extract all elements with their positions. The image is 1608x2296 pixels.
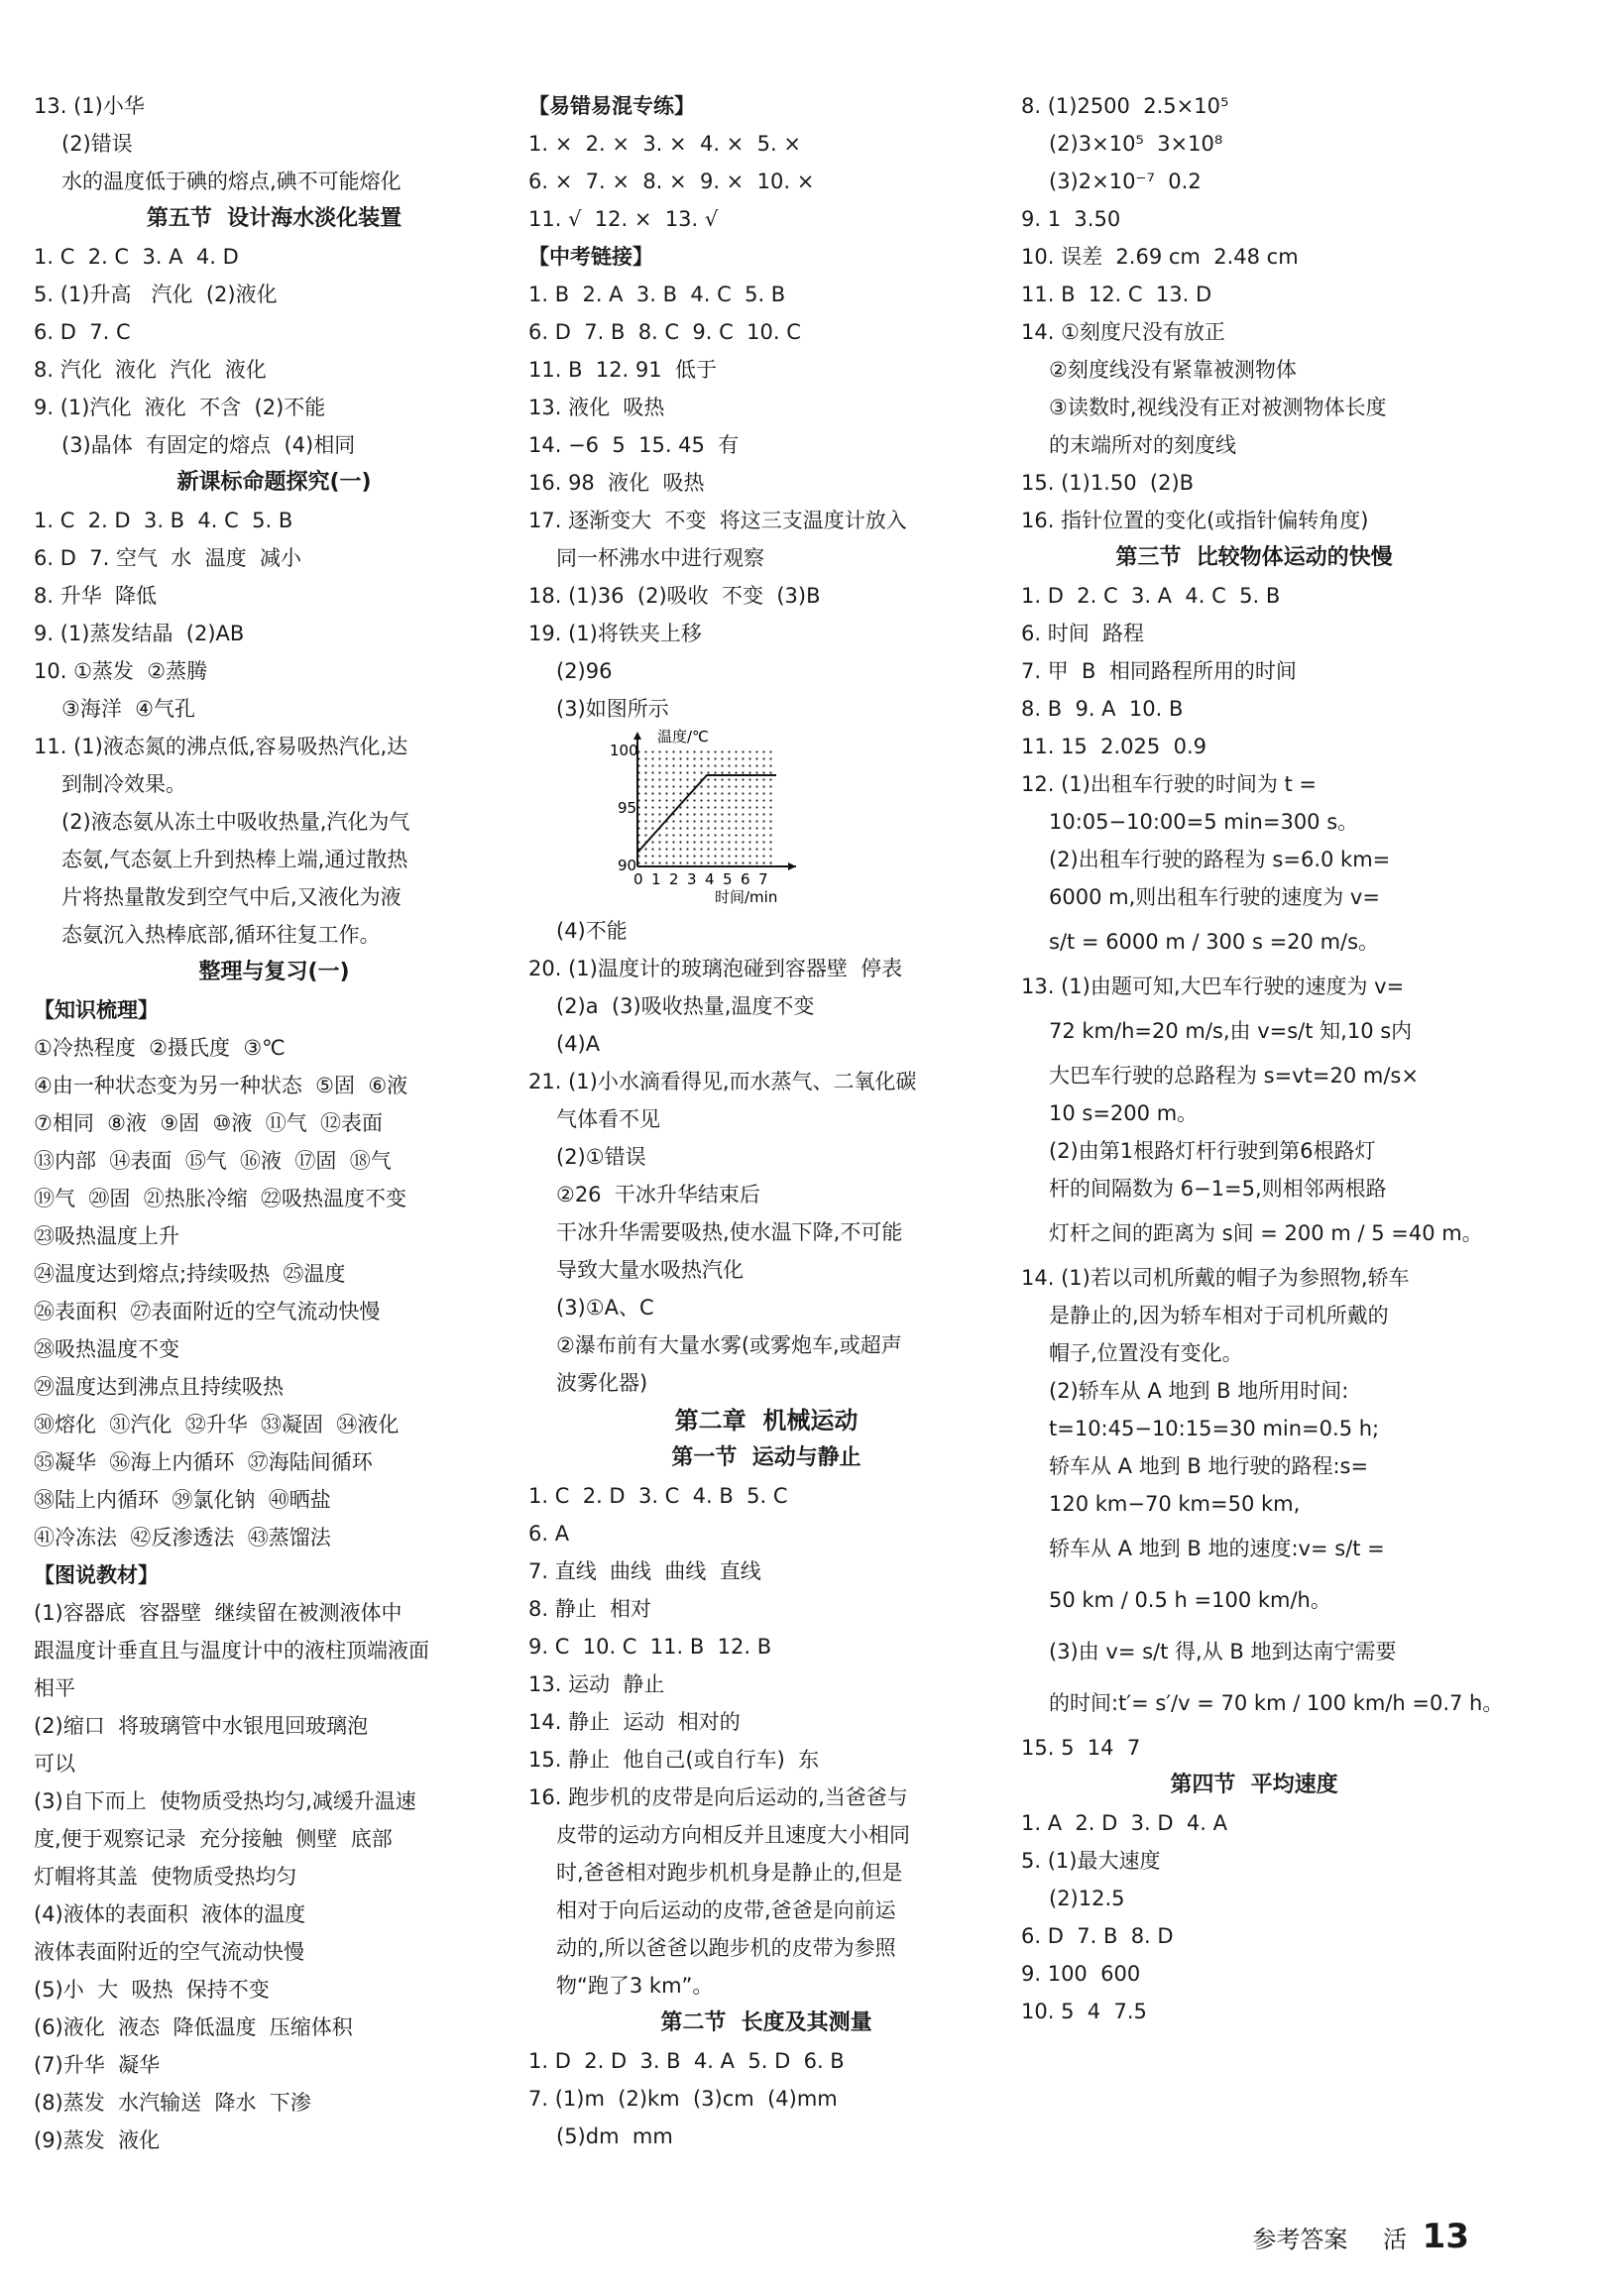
section-heading: 第一节 运动与静止 <box>671 1445 861 1470</box>
page-number: 13 <box>1422 2217 1469 2256</box>
answer-line: 1. C 2. C 3. A 4. D <box>34 245 239 269</box>
y-label: 温度/℃ <box>657 728 709 746</box>
answer-line: 【知识梳理】 <box>34 998 159 1022</box>
answer-line: 7. (1)m (2)km (3)cm (4)mm <box>528 2087 838 2111</box>
answer-line: 14. ①刻度尺没有放正 <box>1021 320 1225 344</box>
answer-line: 15. 静止 他自己(或自行车) 东 <box>528 1748 820 1772</box>
grid-area <box>637 747 776 866</box>
answer-line: ⑦相同 ⑧液 ⑨固 ⑩液 ⑪气 ⑫表面 <box>34 1111 384 1135</box>
answer-line: 7. 直线 曲线 曲线 直线 <box>528 1559 761 1583</box>
answer-line: 11. (1)液态氮的沸点低,容易吸热汽化,达 <box>34 735 408 758</box>
section-heading: 第二节 长度及其测量 <box>660 2010 872 2035</box>
answer-line: ㉙温度达到沸点且持续吸热 <box>34 1375 284 1399</box>
answer-line: 8. 升华 降低 <box>34 584 158 608</box>
answer-line: 10. 5 4 7.5 <box>1021 2000 1147 2023</box>
answer-line: ③海洋 ④气孔 <box>61 697 196 721</box>
graph-svg <box>608 728 806 912</box>
column-left <box>34 87 515 2159</box>
footer-prefix: 活 <box>1383 2226 1408 2253</box>
middle-top <box>528 87 1004 728</box>
answer-line: 帽子,位置没有变化。 <box>1049 1341 1243 1365</box>
answer-line: 9. 100 600 <box>1021 1962 1141 1986</box>
answer-line: 【易错易混专练】 <box>528 94 695 118</box>
answer-line: (5)dm mm <box>556 2124 673 2148</box>
column-right <box>1021 87 1504 2030</box>
answer-line: 轿车从 A 地到 B 地行驶的路程:s= <box>1049 1454 1369 1478</box>
answer-line: 1. D 2. D 3. B 4. A 5. D 6. B <box>528 2049 845 2073</box>
answer-line: 14. (1)若以司机所戴的帽子为参照物,轿车 <box>1021 1266 1410 1290</box>
y-arrow <box>633 732 641 740</box>
answer-line: 皮带的运动方向相反并且速度大小相同 <box>556 1823 910 1847</box>
answer-line: ㉚熔化 ㉛汽化 ㉜升华 ㉝凝固 ㉞液化 <box>34 1413 400 1436</box>
answer-line: 干冰升华需要吸热,使水温下降,不可能 <box>556 1220 903 1244</box>
footer-category: 参考答案 <box>1252 2226 1348 2253</box>
answer-line: (3)2×10⁻⁷ 0.2 <box>1049 170 1202 193</box>
answer-line: 到制冷效果。 <box>61 772 186 796</box>
answer-line: (2)由第1根路灯杆行驶到第6根路灯 <box>1049 1139 1376 1163</box>
answer-line: ㊳陆上内循环 ㊴氯化钠 ㊵晒盐 <box>34 1488 331 1512</box>
answer-line: 动的,所以爸爸以跑步机的皮带为参照 <box>556 1936 896 1960</box>
answer-line: 11. √ 12. × 13. √ <box>528 207 719 231</box>
answer-line: 11. B 12. 91 低于 <box>528 358 717 382</box>
answer-line: (4)不能 <box>556 919 628 943</box>
answer-line: 水的温度低于碘的熔点,碘不可能熔化 <box>61 170 402 193</box>
answer-line: ㉔温度达到熔点;持续吸热 ㉕温度 <box>34 1262 346 1286</box>
answer-line: t=10:45−10:15=30 min=0.5 h; <box>1049 1417 1380 1440</box>
answer-line: (4)液体的表面积 液体的温度 <box>34 1902 306 1926</box>
answer-line: (2)轿车从 A 地到 B 地所用时间: <box>1049 1379 1349 1403</box>
answer-line: 气体看不见 <box>556 1107 660 1131</box>
answer-line: ㉟凝华 ㊱海上内循环 ㊲海陆间循环 <box>34 1450 373 1474</box>
x-tick-3: 3 <box>687 870 697 888</box>
answer-line: 8. 静止 相对 <box>528 1597 652 1621</box>
answer-line: 6. 时间 路程 <box>1021 622 1145 645</box>
x-arrow <box>788 862 796 870</box>
answer-line: 7. 甲 B 相同路程所用的时间 <box>1021 659 1297 683</box>
answer-line: 8. (1)2500 2.5×10⁵ <box>1021 94 1229 118</box>
answer-line: (2)96 <box>556 659 613 683</box>
answer-line: 15. (1)1.50 (2)B <box>1021 471 1195 495</box>
y-tick-100: 100 <box>610 742 638 759</box>
answer-line: (6)液化 液态 降低温度 压缩体积 <box>34 2015 353 2039</box>
answer-line: 1. × 2. × 3. × 4. × 5. × <box>528 132 801 156</box>
answer-line: 的时间:t′= s′/v = 70 km / 100 km/h =0.7 h。 <box>1049 1691 1504 1715</box>
answer-line: 12. (1)出租车行驶的时间为 t = <box>1021 772 1317 796</box>
answer-line: s/t = 6000 m / 300 s =20 m/s。 <box>1049 930 1380 954</box>
answer-line: 物“跑了3 km”。 <box>556 1974 714 1998</box>
middle-bottom <box>528 912 1004 2155</box>
answer-line: 相平 <box>34 1676 75 1700</box>
answer-line: 20. (1)温度计的玻璃泡碰到容器壁 停表 <box>528 957 903 980</box>
answer-line: 态氨沉入热棒底部,循环往复工作。 <box>61 923 381 947</box>
page-footer <box>1252 2217 1469 2256</box>
answer-line: 9. (1)汽化 液化 不含 (2)不能 <box>34 396 326 419</box>
column-middle <box>528 87 1004 2155</box>
temperature-time-graph <box>608 728 1004 912</box>
answer-line: 5. (1)升高 汽化 (2)液化 <box>34 283 278 306</box>
answer-line: 6. D 7. B 8. C 9. C 10. C <box>528 320 801 344</box>
answer-line: 13. (1)由题可知,大巴车行驶的速度为 v= <box>1021 975 1405 998</box>
answer-line: 11. B 12. C 13. D <box>1021 283 1212 306</box>
answer-line: 1. C 2. D 3. B 4. C 5. B <box>34 509 293 532</box>
answer-line: 1. A 2. D 3. D 4. A <box>1021 1811 1227 1835</box>
answer-line: 9. C 10. C 11. B 12. B <box>528 1635 772 1659</box>
answer-line: 120 km−70 km=50 km, <box>1049 1492 1301 1516</box>
answer-line: ㉓吸热温度上升 <box>34 1224 179 1248</box>
answer-line: ㉘吸热温度不变 <box>34 1337 179 1361</box>
answer-line: (2)12.5 <box>1049 1887 1125 1910</box>
answer-line: 6. D 7. B 8. D <box>1021 1924 1174 1948</box>
y-tick-90: 90 <box>618 857 637 874</box>
answer-line: 14. −6 5 15. 45 有 <box>528 433 740 457</box>
answer-line: 可以 <box>34 1752 75 1776</box>
answer-line: 18. (1)36 (2)吸收 不变 (3)B <box>528 584 821 608</box>
answer-line: 10. 误差 2.69 cm 2.48 cm <box>1021 245 1299 269</box>
answer-line: ④由一种状态变为另一种状态 ⑤固 ⑥液 <box>34 1074 408 1097</box>
answer-line: ②瀑布前有大量水雾(或雾炮车,或超声 <box>556 1333 902 1357</box>
answer-line: 是静止的,因为轿车相对于司机所戴的 <box>1049 1304 1389 1327</box>
answer-line: 10:05−10:00=5 min=300 s。 <box>1049 810 1359 834</box>
answer-line: 1. D 2. C 3. A 4. C 5. B <box>1021 584 1281 608</box>
answer-line: 1. B 2. A 3. B 4. C 5. B <box>528 283 786 306</box>
answer-line: 16. 指针位置的变化(或指针偏转角度) <box>1021 509 1369 532</box>
answer-line: (4)A <box>556 1032 601 1056</box>
answer-line: (2)①错误 <box>556 1145 646 1169</box>
answer-line: 6. D 7. C <box>34 320 131 344</box>
answer-line: 72 km/h=20 m/s,由 v=s/t 知,10 s内 <box>1049 1019 1413 1043</box>
x-tick-1: 1 <box>651 870 661 888</box>
answer-line: ①冷热程度 ②摄氏度 ③℃ <box>34 1036 286 1060</box>
answer-line: (3)晶体 有固定的熔点 (4)相同 <box>61 433 356 457</box>
section-heading: 新课标命题探究(一) <box>176 470 372 495</box>
answer-line: 11. 15 2.025 0.9 <box>1021 735 1207 758</box>
answer-line: 10. ①蒸发 ②蒸腾 <box>34 659 208 683</box>
answer-line: 片将热量散发到空气中后,又液化为液 <box>61 885 402 909</box>
x-label: 时间/min <box>715 888 778 906</box>
answer-line: (3)如图所示 <box>556 697 669 721</box>
x-tick-2: 2 <box>669 870 679 888</box>
x-tick-0: 0 <box>633 870 643 888</box>
answer-line: (5)小 大 吸热 保持不变 <box>34 1978 270 2002</box>
answer-line: 8. 汽化 液化 汽化 液化 <box>34 358 267 382</box>
answer-line: 13. (1)小华 <box>34 94 145 118</box>
answer-line: 灯杆之间的距离为 s间 = 200 m / 5 =40 m。 <box>1049 1221 1483 1245</box>
answer-line: (3)自下而上 使物质受热均匀,减缓升温速 <box>34 1789 416 1813</box>
answer-line: 21. (1)小水滴看得见,而水蒸气、二氧化碳 <box>528 1070 917 1093</box>
y-tick-95: 95 <box>618 799 637 817</box>
answer-line: 【图说教材】 <box>34 1563 159 1587</box>
answer-line: 8. B 9. A 10. B <box>1021 697 1184 721</box>
answer-line: 10 s=200 m。 <box>1049 1101 1199 1125</box>
answer-line: 轿车从 A 地到 B 地的速度:v= s/t = <box>1049 1537 1385 1560</box>
answer-line: 【中考链接】 <box>528 245 653 269</box>
answer-line: 6. A <box>528 1522 570 1546</box>
answer-line: 同一杯沸水中进行观察 <box>556 546 764 570</box>
answer-line: 9. 1 3.50 <box>1021 207 1121 231</box>
section-heading: 第三节 比较物体运动的快慢 <box>1115 545 1393 570</box>
answer-line: 50 km / 0.5 h =100 km/h。 <box>1049 1588 1331 1612</box>
answer-line: ③读数时,视线没有正对被测物体长度 <box>1049 396 1387 419</box>
answer-line: 液体表面附近的空气流动快慢 <box>34 1940 304 1964</box>
answer-line: 17. 逐渐变大 不变 将这三支温度计放入 <box>528 509 907 532</box>
answer-line: 跟温度计垂直且与温度计中的液柱顶端液面 <box>34 1639 429 1663</box>
answer-line: ㉖表面积 ㉗表面附近的空气流动快慢 <box>34 1300 381 1323</box>
answer-line: (2)液态氨从冻土中吸收热量,汽化为气 <box>61 810 410 834</box>
answer-line: ㊶冷冻法 ㊷反渗透法 ㊸蒸馏法 <box>34 1526 331 1550</box>
x-tick-7: 7 <box>758 870 768 888</box>
answer-line: 9. (1)蒸发结晶 (2)AB <box>34 622 245 645</box>
answer-line: ②26 干冰升华结束后 <box>556 1183 760 1206</box>
answer-line: 6. × 7. × 8. × 9. × 10. × <box>528 170 815 193</box>
answer-line: (9)蒸发 液化 <box>34 2128 161 2152</box>
answer-line: 16. 跑步机的皮带是向后运动的,当爸爸与 <box>528 1785 908 1809</box>
answer-line: ⑲气 ⑳固 ㉑热胀冷缩 ㉒吸热温度不变 <box>34 1187 407 1210</box>
answer-line: 15. 5 14 7 <box>1021 1736 1141 1760</box>
answer-line: 导致大量水吸热汽化 <box>556 1258 744 1282</box>
answer-line: 14. 静止 运动 相对的 <box>528 1710 741 1734</box>
answer-line: ②刻度线没有紧靠被测物体 <box>1049 358 1297 382</box>
x-tick-6: 6 <box>741 870 750 888</box>
answer-line: 13. 运动 静止 <box>528 1672 665 1696</box>
answer-line: 态氨,气态氨上升到热棒上端,通过散热 <box>61 848 408 871</box>
answer-line: (2)3×10⁵ 3×10⁸ <box>1049 132 1223 156</box>
answer-line: (2)错误 <box>61 132 133 156</box>
answer-line: 5. (1)最大速度 <box>1021 1849 1161 1873</box>
answer-line: 19. (1)将铁夹上移 <box>528 622 702 645</box>
answer-line: 度,便于观察记录 充分接触 侧壁 底部 <box>34 1827 393 1851</box>
x-tick-5: 5 <box>723 870 733 888</box>
answer-line: (3)由 v= s/t 得,从 B 地到达南宁需要 <box>1049 1640 1397 1664</box>
x-tick-4: 4 <box>705 870 715 888</box>
answer-line: (2)缩口 将玻璃管中水银甩回玻璃泡 <box>34 1714 369 1738</box>
answer-line: 6000 m,则出租车行驶的速度为 v= <box>1049 885 1380 909</box>
section-heading: 第二章 机械运动 <box>674 1407 859 1435</box>
section-heading: 第四节 平均速度 <box>1170 1773 1338 1797</box>
answer-line: 6. D 7. 空气 水 温度 减小 <box>34 546 301 570</box>
answer-line: (2)出租车行驶的路程为 s=6.0 km= <box>1049 848 1391 871</box>
section-heading: 第五节 设计海水淡化装置 <box>146 206 402 231</box>
answer-line: 灯帽将其盖 使物质受热均匀 <box>34 1865 297 1889</box>
answer-line: 杆的间隔数为 6−1=5,则相邻两根路 <box>1049 1177 1387 1201</box>
answer-line: ⑬内部 ⑭表面 ⑮气 ⑯液 ⑰固 ⑱气 <box>34 1149 392 1173</box>
answer-line: (1)容器底 容器壁 继续留在被测液体中 <box>34 1601 402 1625</box>
answer-line: 1. C 2. D 3. C 4. B 5. C <box>528 1484 788 1508</box>
answer-line: 大巴车行驶的总路程为 s=vt=20 m/s× <box>1049 1064 1419 1088</box>
answer-line: 的末端所对的刻度线 <box>1049 433 1236 457</box>
answer-line: 13. 液化 吸热 <box>528 396 665 419</box>
answer-line: 16. 98 液化 吸热 <box>528 471 705 495</box>
answer-line: 时,爸爸相对跑步机机身是静止的,但是 <box>556 1861 903 1885</box>
answer-line: (7)升华 凝华 <box>34 2053 161 2077</box>
answer-line: 相对于向后运动的皮带,爸爸是向前运 <box>556 1898 896 1922</box>
answer-line: 波雾化器) <box>556 1371 648 1395</box>
answer-line: (2)a (3)吸收热量,温度不变 <box>556 994 815 1018</box>
answer-line: (8)蒸发 水汽输送 降水 下渗 <box>34 2091 311 2115</box>
section-heading: 整理与复习(一) <box>198 960 350 984</box>
answer-line: (3)①A、C <box>556 1296 654 1320</box>
